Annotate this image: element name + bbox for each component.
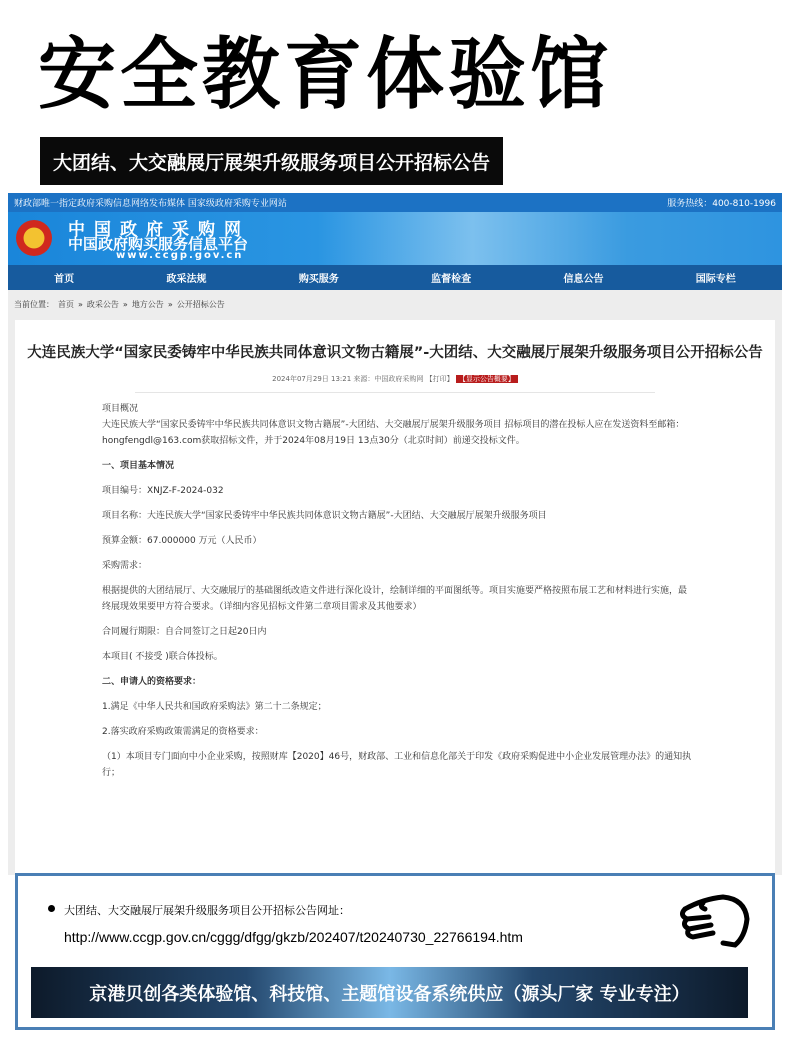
topbar-tagline: 财政部唯一指定政府采购信息网络发布媒体 国家级政府采购专业网站 [14,199,287,209]
breadcrumb-sep: » [78,299,83,309]
site-topbar [8,193,782,212]
breadcrumb-sep: » [122,299,128,309]
nav-home[interactable]: 首页 [54,274,75,285]
paragraph: 2.落实政府采购政策需满足的资格要求： [102,727,264,737]
section-heading: 一、项目基本情况 [102,461,175,471]
page-title: 安全教育体验馆 [38,30,613,120]
nav-services[interactable]: 购买服务 [298,274,339,285]
breadcrumb [8,290,782,318]
ccgp-screenshot [8,193,782,875]
breadcrumb-local-notices[interactable]: 地方公告 [131,299,164,309]
url-label: 大团结、大交融展厅展架升级服务项目公开招标公告网址： [64,904,350,917]
site-header [8,212,782,265]
breadcrumb-sep: » [167,299,173,309]
show-summary-button[interactable]: 【显示公告概要】 [456,375,518,383]
breadcrumb-home[interactable]: 首页 [58,299,74,309]
article-card [15,320,775,875]
bullet-icon [48,905,55,912]
breadcrumb-gov-notices[interactable]: 政采公告 [86,299,119,309]
nav-international[interactable]: 国际专栏 [695,274,736,285]
site-logo-url: www.ccgp.gov.cn [116,250,244,261]
site-nav [8,265,782,290]
supplier-slogan-banner: 京港贝创各类体验馆、科技馆、主题馆设备系统供应（源头厂家 专业专注） [31,967,748,1018]
breadcrumb-label: 当前位置： [14,299,54,309]
section-heading: 二、申请人的资格要求： [102,677,202,687]
paragraph: 合同履行期限：自合同签订之日起20日内 [102,627,267,637]
nav-announcements[interactable]: 信息公告 [563,274,604,285]
article-body [15,393,775,781]
paragraph: 采购需求： [102,561,148,571]
nav-regulations[interactable]: 政采法规 [166,274,207,285]
site-logo-subtitle: 中国政府购买服务信息平台 [68,235,249,253]
paragraph: 项目编号：XNJZ-F-2024-032 [102,486,224,496]
paragraph: 根据提供的大团结展厅、大交融展厅的基础图纸改造文件进行深化设计，绘制详细的平面图纸等。项目实施要严格按照布展工艺和材料进行实施，最终展现效果要甲方符合要求。（详细内容见招标文件第二章项目需求及其他要求） [102,586,688,612]
article-meta [135,374,655,393]
service-hotline: 服务热线：400-810-1996 [667,199,776,209]
site-logo-title: 中国政府采购网 [68,220,250,240]
national-emblem-icon [16,220,52,256]
paragraph: 预算金额：67.000000 万元（人民币） [102,536,262,546]
pointing-hand-icon [673,891,753,951]
paragraph: 1.满足《中华人民共和国政府采购法》第二十二条规定； [102,702,327,712]
article-date-source: 2024年07月29日 13:21 来源：中国政府采购网 【打印】 [272,375,454,383]
announcement-url[interactable]: http://www.ccgp.gov.cn/cggg/dfgg/gkzb/202407/t20240730_22766194.htm [64,929,523,945]
url-info-box [15,873,775,1030]
paragraph: 大连民族大学“国家民委铸牢中华民族共同体意识文物古籍展”-大团结、大交融展厅展架升级服务项目 招标项目的潜在投标人应在发送资料至邮箱：hongfengdl@163.com获取招标文件，并于2024年08月19日 13点30分（北京时间）前递交投标文件。 [102,420,685,446]
paragraph: （1）本项目专门面向中小企业采购，按照财库【2020】46号，财政部、工业和信息化部关于印发《政府采购促进中小企业发展管理办法》的通知执行； [102,752,692,778]
paragraph: 项目名称：大连民族大学“国家民委铸牢中华民族共同体意识文物古籍展”-大团结、大交融展厅展架升级服务项目 [102,511,547,521]
breadcrumb-open-tender[interactable]: 公开招标公告 [176,299,225,309]
paragraph: 项目概况 [102,404,139,414]
article-title: 大连民族大学“国家民委铸牢中华民族共同体意识文物古籍展”-大团结、大交融展厅展架升级服务项目公开招标公告 [27,345,763,361]
paragraph: 本项目( 不接受 )联合体投标。 [102,652,223,662]
nav-supervision[interactable]: 监督检查 [431,274,472,285]
announcement-banner: 大团结、大交融展厅展架升级服务项目公开招标公告 [40,137,503,185]
